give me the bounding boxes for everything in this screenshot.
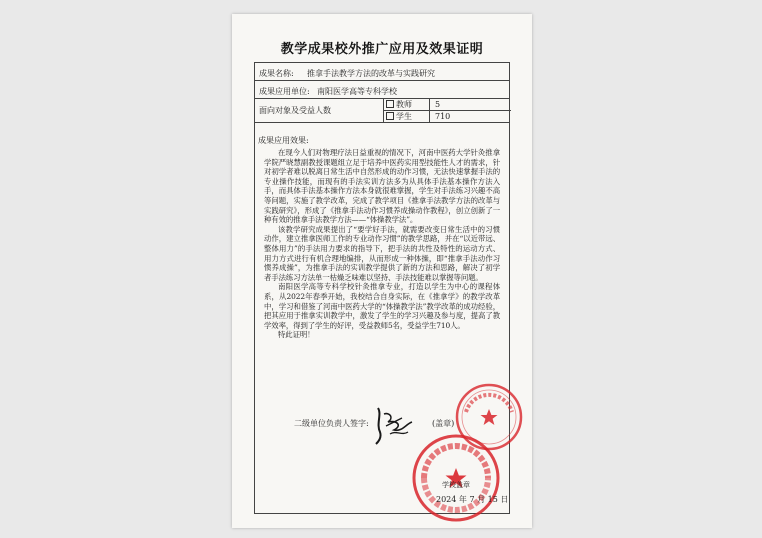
signature-label: 二级单位负责人签字: bbox=[294, 419, 369, 428]
student-type: 学生 bbox=[386, 112, 412, 122]
effect-paragraph-3: 南阳医学高等专科学校针灸推拿专业，打造以学生为中心的课程体系，从2022年春季开始，我校结合自身实际，在《推拿学》的教学改革中，学习和借鉴了河南中医药大学的“体操教学法”教学改革的成功经验，把其应用于推拿实训教学中，激发了学生的学习兴趣及参与度，提高了教学效率，得到了学生的好评，受益教师5名，受益学生710人。 bbox=[264, 282, 500, 330]
document-title: 教学成果校外推广应用及效果证明 bbox=[280, 42, 484, 57]
achievement-name-label: 成果名称: bbox=[259, 69, 294, 78]
certificate-page bbox=[232, 14, 532, 528]
unit-label: 成果应用单位: bbox=[259, 87, 310, 96]
document-date: 2024 年 7 月 15 日 bbox=[436, 495, 509, 504]
seal2-label: 学校盖章 bbox=[442, 481, 470, 489]
effect-paragraph-1: 在现今人们对物理疗法日益重视的情况下，河南中医药大学针灸推拿学院严晓慧副教授课题组立足于培养中医药实用型技能性人才的需求，针对初学者难以脱离日常生活中自然形成的动作习惯，无法快速掌握手法的专业操作技能，而现有的手法实训方法多为从具体手法基本操作方法入手，而具体手法基本操作方法本身就很难掌握，学生对手法练习兴趣不高等问题，实施了教学改革，完成了教学项目《推拿手法教学方法的改革与实践研究》，形成了《推拿手法动作习惯养成操动作教程》，创立创新了一种有效的推拿手法教学方法——“体操教学法”。 bbox=[264, 148, 500, 225]
teacher-type: 教师 bbox=[386, 100, 412, 110]
row-achievement-name bbox=[255, 63, 509, 81]
student-checkbox bbox=[386, 112, 394, 120]
school-seal bbox=[410, 432, 502, 524]
row-unit bbox=[255, 81, 509, 99]
teacher-checkbox bbox=[386, 100, 394, 108]
seal1-label: (盖章) bbox=[432, 419, 455, 428]
effect-body bbox=[264, 148, 500, 340]
effect-label: 成果应用效果: bbox=[258, 136, 309, 145]
unit-value: 南阳医学高等专科学校 bbox=[317, 87, 397, 96]
student-count: 710 bbox=[435, 112, 451, 121]
audience-label: 面向对象及受益人数 bbox=[259, 106, 331, 115]
row-audience bbox=[255, 99, 509, 123]
achievement-name-value: 推拿手法教学方法的改革与实践研究 bbox=[307, 69, 435, 78]
teacher-count: 5 bbox=[435, 100, 441, 109]
effect-paragraph-2: 该教学研究成果提出了“要学好手法，就需要改变日常生活中的习惯动作，建立推拿医师工作的专业动作习惯”的教学思路，并在“以近带远、整体用力”的手法用力要求的指导下，把手法的共性及特性的运动方式、用力方式进行有机合理地编排，从而形成一种体操，即“推拿手法动作习惯养成操”，为推拿手法的实训教学提供了新的方法和思路，解决了初学者手法练习方法单一枯燥乏味难以坚持、手法技能难以掌握等问题。 bbox=[264, 224, 500, 282]
effect-paragraph-4: 特此证明！ bbox=[278, 330, 315, 340]
